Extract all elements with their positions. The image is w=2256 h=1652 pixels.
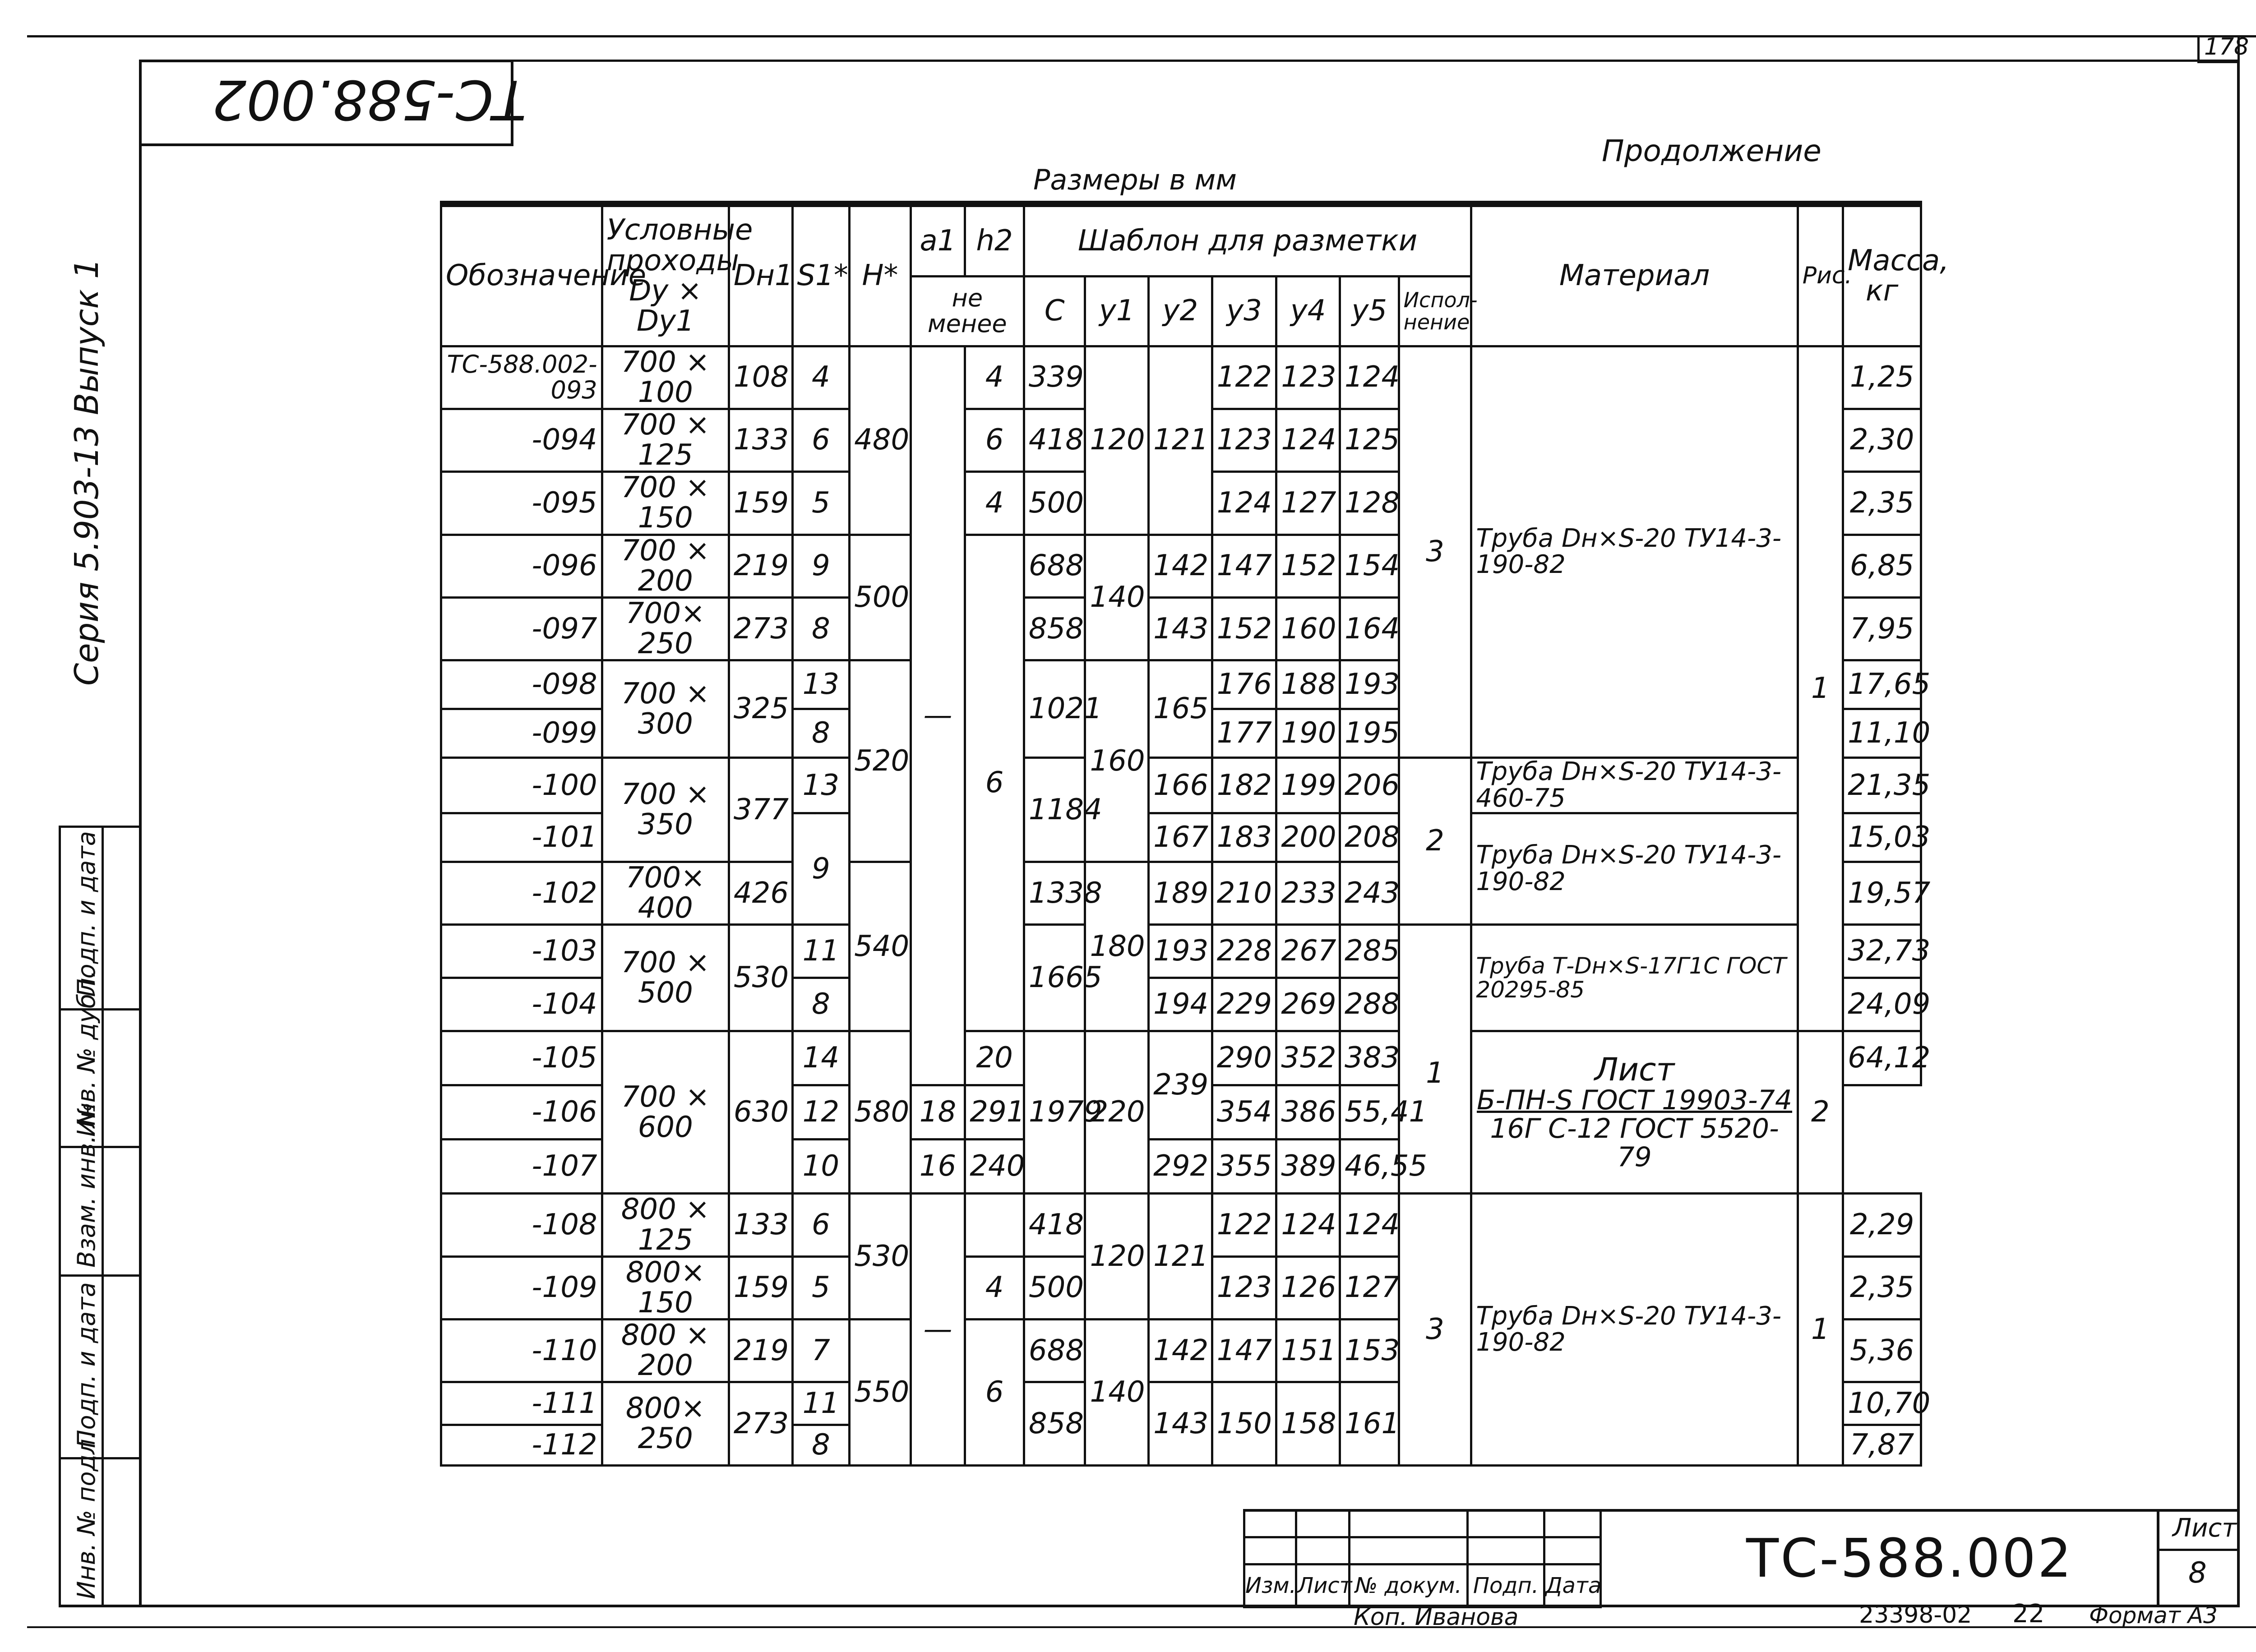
cell-h2: 4 [965,472,1024,535]
cell-designation: -111 [441,1382,602,1425]
cell-c: 339 [1024,346,1085,409]
stamp-doc-no: № докум. [1350,1564,1468,1607]
cell-material-sheet [1471,1031,1798,1194]
cell-dn1: 219 [729,1320,792,1382]
cell-y4: 124 [1276,1194,1340,1256]
cell-y5: 389 [1276,1140,1340,1194]
cell-s1: 9 [792,535,850,597]
sheet-line-2: Б-ПН-S ГОСТ 19903-74 [1477,1084,1793,1117]
cell-s1: 8 [792,709,850,758]
cell-passages: 800× 150 [602,1256,729,1319]
cell-passages: 700 × 500 [602,925,729,1031]
stamp-data: Дата [1544,1564,1601,1607]
sheet-line-1: Лист [1594,1051,1675,1088]
cell-y2: 166 [1149,758,1212,813]
cell-y4: 126 [1276,1256,1340,1319]
cell-y2: 121 [1149,346,1212,535]
cell-y2: 142 [1149,1320,1212,1382]
cell-y3: 228 [1212,925,1276,978]
cell-h: 550 [850,1320,911,1466]
cell-execution: 3 [1399,346,1471,758]
cell-designation: -104 [441,978,602,1031]
cell-y3: 123 [1212,1256,1276,1319]
cell-y4: 123 [1276,346,1340,409]
cell-y4: 233 [1276,862,1340,924]
hdr-y4: y4 [1276,276,1340,346]
cell-y3: 229 [1212,978,1276,1031]
cell-designation: -099 [441,709,602,758]
cell-y4: 200 [1276,813,1340,862]
hdr-s1: S1* [792,204,850,346]
hdr-designation: Обозначение [441,204,602,346]
cell-y5: 161 [1340,1382,1399,1466]
cell-y1: 220 [1085,1031,1149,1194]
cell-h: 540 [850,862,911,1031]
cell-mass: 1,25 [1843,346,1921,409]
cell-y5: 128 [1340,472,1399,535]
cell-h2-empty [965,1194,1024,1256]
cell-designation: -105 [441,1031,602,1085]
cell-h: 520 [850,660,911,862]
cell-a1: 16 [911,1140,965,1194]
cell-y2: 165 [1149,660,1212,758]
hdr-y5: y5 [1340,276,1399,346]
hdr-not-less: не менее [911,276,1024,346]
cell-designation: -097 [441,598,602,660]
cell-c: 418 [1024,1194,1085,1256]
cell-y4: 267 [1276,925,1340,978]
cell-designation: -109 [441,1256,602,1319]
stamp-cell [1350,1510,1468,1537]
cell-passages: 700 × 125 [602,409,729,471]
stamp-cell [1544,1510,1601,1537]
hdr-mass: Масса, кг [1843,204,1921,346]
cell-y3: 176 [1212,660,1276,709]
cell-c: 500 [1024,472,1085,535]
cell-y3: 122 [1212,346,1276,409]
cell-c: 1338 [1024,862,1085,924]
cell-mass: 24,09 [1843,978,1921,1031]
cell-designation: -112 [441,1425,602,1466]
stamp-cell [1244,1510,1296,1537]
cell-y1: 140 [1085,1320,1149,1466]
series-label: Серия 5.903-13 Выпуск 1 [68,258,106,686]
cell-material: Труба Dн×S-20 ТУ14-3-190-82 [1471,1194,1798,1466]
cell-s1: 11 [792,1382,850,1425]
cell-dn1: 159 [729,472,792,535]
cell-dn1: 325 [729,660,792,758]
cell-y3: 124 [1212,472,1276,535]
cell-h2: 4 [965,346,1024,409]
stamp-cell [1350,1537,1468,1564]
left-strip-sep0 [59,826,140,828]
left-strip-label-4: Подп. и дата [72,1282,101,1448]
revision-stamp [1243,1509,1602,1608]
cell-s1: 5 [792,1256,850,1319]
cell-dn1: 108 [729,346,792,409]
cell-y1: 120 [1085,1194,1149,1320]
left-strip-outer [59,826,61,1606]
hdr-c: C [1024,276,1085,346]
cell-s1: 5 [792,472,850,535]
cell-y4: 124 [1276,409,1340,471]
frame-right [2237,60,2240,1607]
stamp-sheet-number: 8 [2188,1556,2207,1590]
cell-fig: 2 [1798,1031,1843,1194]
cell-y1: 140 [1085,535,1149,660]
cell-dn1: 133 [729,1194,792,1256]
cell-y2: 143 [1149,1382,1212,1466]
hdr-y1: y1 [1085,276,1149,346]
cell-y4: 352 [1276,1031,1340,1085]
stamp-izm: Изм. [1244,1564,1296,1607]
cell-y2: 193 [1149,925,1212,978]
cell-h2: 4 [965,1256,1024,1319]
cell-h: 480 [850,346,911,535]
cell-y1: 120 [1085,346,1149,535]
cell-s1: 11 [792,925,850,978]
cell-y3: 291 [965,1085,1024,1140]
hdr-dn1: Dн1 [729,204,792,346]
cell-s1: 7 [792,1320,850,1382]
cell-s1: 8 [792,1425,850,1466]
cell-mass: 2,30 [1843,409,1921,471]
left-strip-label-3: Взам. инв. № [72,1102,101,1268]
cell-h2: 6 [965,535,1024,1031]
cell-dn1: 426 [729,862,792,924]
cell-mass: 55,41 [1340,1085,1399,1140]
footer-copied: Коп. Иванова [1354,1604,1519,1631]
cell-y2: 194 [1149,978,1212,1031]
cell-designation: -103 [441,925,602,978]
cell-c: 688 [1024,535,1085,597]
cell-y5: 206 [1340,758,1399,813]
cell-mass: 7,87 [1843,1425,1921,1466]
cell-y2: 239 [1149,1031,1212,1140]
cell-material: Труба Т-Dн×S-17Г1С ГОСТ 20295-85 [1471,925,1798,1031]
cell-passages: 700 × 600 [602,1031,729,1194]
left-strip-inner [102,826,104,1606]
cell-y3: 210 [1212,862,1276,924]
cell-a1: 20 [965,1031,1024,1085]
cell-mass: 2,35 [1843,1256,1921,1319]
cell-y4: 151 [1276,1320,1340,1382]
cell-s1: 8 [792,598,850,660]
cell-mass: 21,35 [1843,758,1921,813]
top-border-line [27,35,2256,37]
cell-y3: 150 [1212,1382,1276,1466]
cell-passages: 700 × 150 [602,472,729,535]
sheet-line-3: 16Г С-12 ГОСТ 5520-79 [1490,1113,1779,1173]
cell-a1: 18 [911,1085,965,1140]
cell-y4: 355 [1212,1140,1276,1194]
cell-designation: -106 [441,1085,602,1140]
cell-y4: 152 [1276,535,1340,597]
cell-h2: 6 [965,409,1024,471]
stamp-cell [1296,1510,1350,1537]
cell-c: 858 [1024,1382,1085,1466]
stamp-cell [1544,1537,1601,1564]
left-strip-label-1: Подп. и дата [72,831,101,997]
cell-designation: ТС-588.002-093 [441,346,602,409]
stamp-doc-title: ТС-588.002 [1746,1527,2074,1589]
stamp-cell [1468,1510,1544,1537]
cell-y5: 383 [1340,1031,1399,1085]
cell-s1: 4 [792,346,850,409]
cell-h: 580 [850,1031,911,1194]
cell-c: 1979 [1024,1031,1085,1194]
cell-y3: 123 [1212,409,1276,471]
cell-passages: 700 × 200 [602,535,729,597]
hdr-a1: a1 [911,204,965,276]
cell-material: Труба Dн×S-20 ТУ14-3-190-82 [1471,813,1798,924]
hdr-passages-1: Условные [606,213,753,247]
cell-c: 500 [1024,1256,1085,1319]
cell-mass: 5,36 [1843,1320,1921,1382]
cell-mass: 32,73 [1843,925,1921,978]
cell-designation: -110 [441,1320,602,1382]
cell-y5: 208 [1340,813,1399,862]
cell-s1: 13 [792,660,850,709]
cell-s1: 13 [792,758,850,813]
footer-format: Формат А3 [2089,1602,2218,1629]
cell-y3: 122 [1212,1194,1276,1256]
cell-y5: 124 [1340,346,1399,409]
cell-designation: -101 [441,813,602,862]
cell-mass: 19,57 [1843,862,1921,924]
cell-c: 418 [1024,409,1085,471]
cell-passages: 700× 250 [602,598,729,660]
cell-y4: 127 [1276,472,1340,535]
stamp-list: Лист [1296,1564,1350,1607]
cell-mass: 2,29 [1843,1194,1921,1256]
cell-dn1: 133 [729,409,792,471]
cell-material: Труба Dн×S-20 ТУ14-3-460-75 [1471,758,1798,813]
cell-y2: 189 [1149,862,1212,924]
cell-y2: 142 [1149,535,1212,597]
cell-y2: 167 [1149,813,1212,862]
hdr-passages [602,204,753,346]
cell-y3: 182 [1212,758,1276,813]
cell-y3: 152 [1212,598,1276,660]
hdr-template: Шаблон для разметки [1024,204,1471,276]
cell-y3: 177 [1212,709,1276,758]
hdr-execution: Испол-нение [1399,276,1471,346]
hdr-h: H* [850,204,911,346]
cell-s1: 12 [792,1085,850,1140]
cell-y4: 269 [1276,978,1340,1031]
cell-execution: 3 [1399,1194,1471,1466]
page-number: 178 [2204,33,2249,60]
stamp-podp: Подп. [1468,1564,1544,1607]
hdr-y2: y2 [1149,276,1212,346]
hdr-fig: Рис. [1798,204,1843,346]
stamp-cell [1296,1537,1350,1564]
cell-execution: 2 [1399,758,1471,925]
cell-c: 1021 [1024,660,1085,758]
cell-mass: 2,35 [1843,472,1921,535]
cell-y3: 292 [1149,1140,1212,1194]
cell-a1: — [911,346,965,1085]
cell-mass: 10,70 [1843,1382,1921,1425]
continuation-label: Продолжение [1602,134,1821,168]
cell-h: 530 [850,1194,911,1320]
cell-designation: -108 [441,1194,602,1256]
cell-y5: 193 [1340,660,1399,709]
cell-y5: 164 [1340,598,1399,660]
hdr-h2: h2 [965,204,1024,276]
cell-mass: 15,03 [1843,813,1921,862]
cell-mass: 6,85 [1843,535,1921,597]
cell-y3: 290 [1212,1031,1276,1085]
cell-mass: 17,65 [1843,660,1921,709]
cell-passages: 800 × 200 [602,1320,729,1382]
cell-y3: 147 [1212,535,1276,597]
cell-y4: 158 [1276,1382,1340,1466]
cell-designation: -107 [441,1140,602,1194]
cell-dn1: 377 [729,758,792,862]
cell-a1: — [911,1194,965,1466]
stamp-sheet-label: Лист [2173,1514,2237,1543]
cell-y4: 199 [1276,758,1340,813]
cell-s1: 6 [792,1194,850,1256]
left-strip-label-2: Инв. № дубл. [72,970,101,1137]
cell-y1: 160 [1085,660,1149,862]
hdr-passages-2: проходы [606,244,740,277]
cell-dn1: 530 [729,925,792,1031]
cell-passages: 700 × 350 [602,758,729,862]
cell-y4: 188 [1276,660,1340,709]
cell-y5: 243 [1340,862,1399,924]
cell-fig: 1 [1798,346,1843,1031]
cell-y5: 386 [1276,1085,1340,1140]
cell-designation: -098 [441,660,602,709]
stamp-cell [1468,1537,1544,1564]
cell-s1: 14 [792,1031,850,1085]
cell-mass: 64,12 [1843,1031,1921,1085]
cell-dn1: 273 [729,1382,792,1466]
cell-y5: 124 [1340,1194,1399,1256]
cell-y3: 183 [1212,813,1276,862]
cell-y5: 285 [1340,925,1399,978]
cell-mass: 7,95 [1843,598,1921,660]
cell-h2: 6 [965,1320,1024,1466]
footer-order: 23398-02 [1859,1601,1972,1629]
cell-designation: -102 [441,862,602,924]
cell-dn1: 630 [729,1031,792,1194]
hdr-material: Материал [1471,204,1798,346]
cell-y4: 160 [1276,598,1340,660]
stamp-cell [1244,1537,1296,1564]
left-strip-sep3 [59,1274,140,1277]
stamp-title-right [2157,1509,2159,1606]
cell-passages: 700 × 100 [602,346,729,409]
cell-y4: 190 [1276,709,1340,758]
main-table [440,201,1949,1467]
cell-designation: -100 [441,758,602,813]
cell-fig: 1 [1798,1194,1843,1466]
cell-passages: 800× 250 [602,1382,729,1466]
cell-y5: 127 [1340,1256,1399,1319]
cell-h: 500 [850,535,911,660]
cell-y5: 288 [1340,978,1399,1031]
cell-y2: 240 [965,1140,1024,1194]
cell-y5: 154 [1340,535,1399,597]
stamp-sheet-divider [2157,1549,2239,1551]
units-note: Размеры в мм [1033,163,1237,196]
frame-left [139,60,142,1607]
cell-passages: 800 × 125 [602,1194,729,1256]
cell-y5: 153 [1340,1320,1399,1382]
stamp-top-line [1243,1509,2239,1512]
cell-s1: 10 [792,1140,850,1194]
cell-y5: 195 [1340,709,1399,758]
cell-passages: 700× 400 [602,862,729,924]
cell-dn1: 159 [729,1256,792,1319]
cell-mass: 46,55 [1340,1140,1399,1194]
cell-s1: 8 [792,978,850,1031]
cell-passages: 700 × 300 [602,660,729,758]
hdr-passages-3: Dy × Dy1 [629,274,702,338]
footer-num: 22 [2012,1599,2045,1629]
cell-mass: 11,10 [1843,709,1921,758]
cell-y5: 125 [1340,409,1399,471]
cell-designation: -096 [441,535,602,597]
cell-dn1: 273 [729,598,792,660]
hdr-y3: y3 [1212,276,1276,346]
cell-y2: 143 [1149,598,1212,660]
left-strip-label-5: Инв. № подл. [72,1431,101,1599]
cell-c: 1665 [1024,925,1085,1031]
cell-designation: -094 [441,409,602,471]
cell-y4: 354 [1212,1085,1276,1140]
rotated-doc-code: ТС-588.002 [212,68,527,130]
cell-dn1: 219 [729,535,792,597]
cell-c: 1184 [1024,758,1085,862]
cell-execution: 1 [1399,925,1471,1194]
cell-s1: 6 [792,409,850,471]
cell-s1: 9 [792,813,850,924]
cell-designation: -095 [441,472,602,535]
cell-material: Труба Dн×S-20 ТУ14-3-190-82 [1471,346,1798,758]
cell-y1: 180 [1085,862,1149,1031]
cell-y3: 147 [1212,1320,1276,1382]
cell-c: 688 [1024,1320,1085,1382]
cell-c: 858 [1024,598,1085,660]
cell-y2: 121 [1149,1194,1212,1320]
